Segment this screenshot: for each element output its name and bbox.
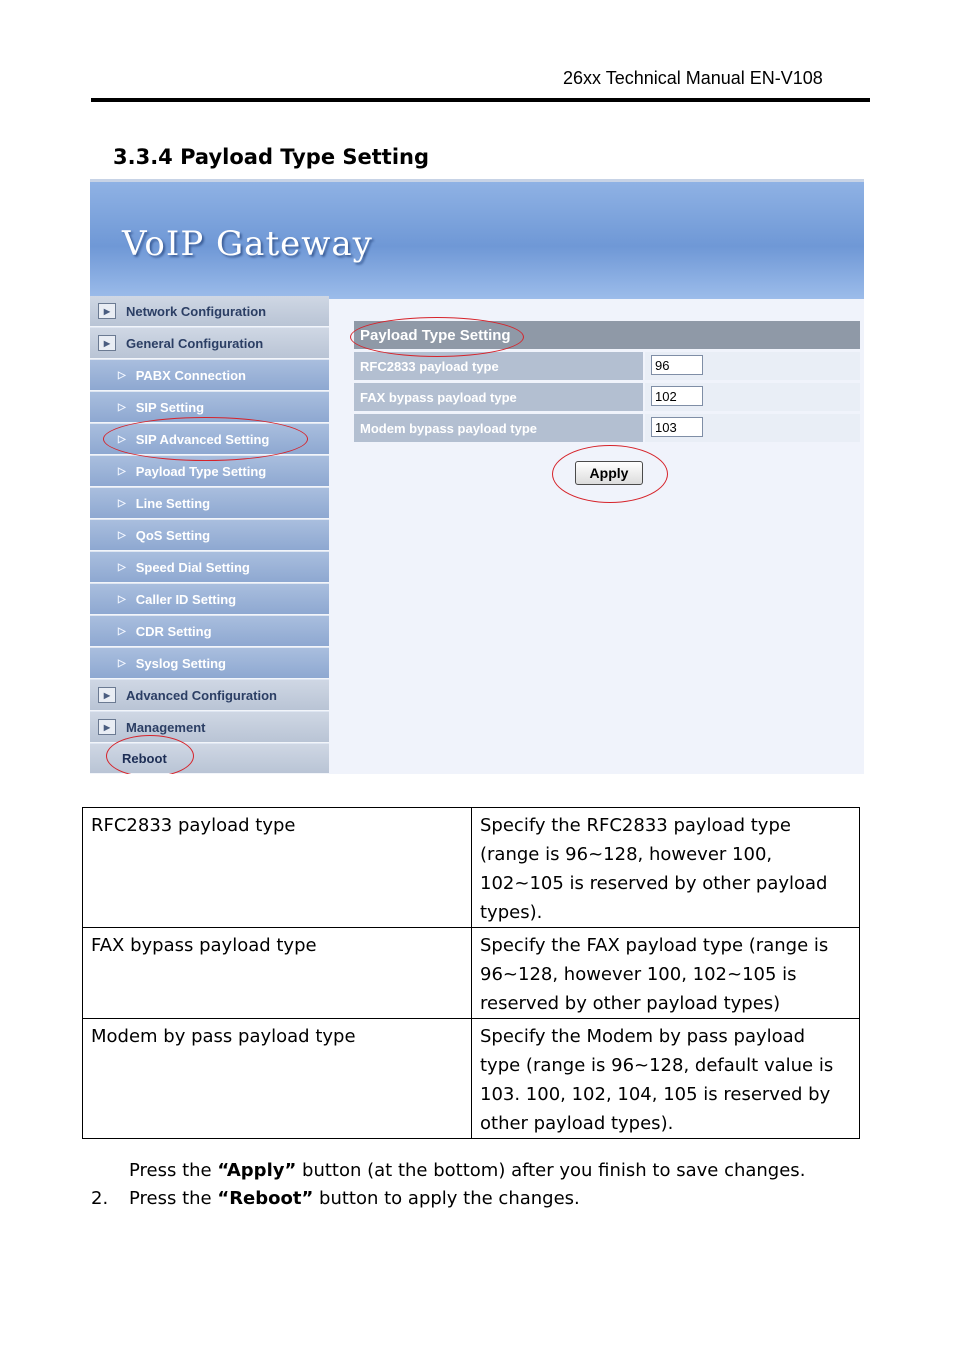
payload-description-table [82, 807, 860, 1139]
description-line: 102~105 is reserved by other payload [480, 873, 828, 894]
gateway-screenshot [90, 179, 864, 774]
sidebar-item-cdr-setting[interactable] [90, 616, 329, 647]
section-title: 3.3.4 Payload Type Setting [113, 145, 430, 169]
gateway-banner [90, 179, 864, 299]
apply-button[interactable]: Apply [575, 461, 643, 485]
table-description [472, 1019, 860, 1139]
table-term: RFC2833 payload type [83, 808, 472, 928]
triangle-right-icon: ▷ [118, 625, 126, 637]
instruction-text: Press the [129, 1188, 218, 1209]
sidebar-item-network-configuration[interactable] [90, 296, 329, 327]
page-header: 26xx Technical Manual EN-V108 [563, 68, 823, 88]
sidebar-item-line-setting[interactable] [90, 488, 329, 519]
table-row [83, 1019, 860, 1139]
description-line: reserved by other payload types) [480, 993, 781, 1014]
sidebar-item-label: Network Configuration [126, 303, 267, 319]
sidebar-item-pabx-connection[interactable] [90, 360, 329, 391]
rfc2833-payload-input[interactable] [651, 355, 703, 375]
sidebar-item-general-configuration[interactable] [90, 328, 329, 359]
table-description [472, 928, 860, 1019]
description-line: Specify the Modem by pass payload [480, 1026, 806, 1047]
triangle-right-icon: ▷ [118, 369, 126, 381]
sidebar-item-label: Line Setting [135, 495, 211, 511]
triangle-right-icon: ▷ [118, 401, 126, 413]
table-term: Modem by pass payload type [83, 1019, 472, 1139]
instruction-text: Press the [129, 1160, 218, 1181]
expand-box-icon: ▶ [98, 335, 116, 351]
expand-box-icon: ▶ [98, 719, 116, 735]
header-rule [91, 98, 870, 102]
expand-box-icon: ▶ [98, 303, 116, 319]
triangle-right-icon: ▷ [118, 433, 126, 445]
sidebar-item-label: General Configuration [126, 335, 264, 351]
instruction-emphasis: “Reboot” [217, 1188, 314, 1209]
instruction-text: button (at the bottom) after you finish to save changes. [296, 1160, 806, 1181]
triangle-right-icon: ▷ [118, 497, 126, 509]
sidebar-item-label: Advanced Configuration [126, 687, 277, 703]
rfc2833-label: RFC2833 payload type [354, 352, 643, 380]
table-description [472, 808, 860, 928]
sidebar-item-label: SIP Advanced Setting [135, 431, 270, 447]
sidebar-item-syslog-setting[interactable] [90, 648, 329, 679]
sidebar-item-qos-setting[interactable] [90, 520, 329, 551]
annotation-circle-sip-advanced [103, 417, 308, 461]
sidebar-item-label: Caller ID Setting [135, 591, 237, 607]
sidebar-nav [90, 296, 329, 774]
fax-bypass-payload-input[interactable] [651, 386, 703, 406]
triangle-right-icon: ▷ [118, 657, 126, 669]
fax-bypass-label: FAX bypass payload type [354, 383, 643, 411]
sidebar-item-label: Speed Dial Setting [135, 559, 250, 575]
annotation-circle-apply [552, 445, 668, 503]
table-term: FAX bypass payload type [83, 928, 472, 1019]
sidebar-item-caller-id-setting[interactable] [90, 584, 329, 615]
fax-bypass-cell [645, 383, 860, 411]
triangle-right-icon: ▷ [118, 561, 126, 573]
description-line: types). [480, 902, 543, 923]
modem-bypass-payload-input[interactable] [651, 417, 703, 437]
triangle-right-icon: ▷ [118, 529, 126, 541]
sidebar-item-label: Payload Type Setting [135, 463, 267, 479]
description-line: Specify the FAX payload type (range is [480, 935, 829, 956]
description-line: 96~128, however 100, 102~105 is [480, 964, 797, 985]
banner-title: VoIP Gateway [122, 224, 373, 264]
table-row [83, 808, 860, 928]
instruction-emphasis: “Apply” [217, 1160, 297, 1181]
rfc2833-cell [645, 352, 860, 380]
triangle-right-icon: ▷ [118, 465, 126, 477]
sidebar-item-label: SIP Setting [135, 399, 205, 415]
description-line: Specify the RFC2833 payload type [480, 815, 791, 836]
table-row [83, 928, 860, 1019]
sidebar-item-speed-dial-setting[interactable] [90, 552, 329, 583]
triangle-right-icon: ▷ [118, 593, 126, 605]
form-title: Payload Type Setting [354, 321, 860, 349]
sidebar-item-label: Management [126, 719, 206, 735]
description-line: (range is 96~128, however 100, [480, 844, 773, 865]
sidebar-item-label: Syslog Setting [135, 655, 226, 671]
annotation-circle-reboot [106, 735, 194, 774]
instruction-step-number: 2. [91, 1188, 109, 1209]
sidebar-item-label: CDR Setting [135, 623, 212, 639]
modem-bypass-label: Modem bypass payload type [354, 414, 643, 442]
instruction-text: button to apply the changes. [313, 1188, 580, 1209]
modem-bypass-cell [645, 414, 860, 442]
expand-box-icon: ▶ [98, 687, 116, 703]
sidebar-item-label: PABX Connection [135, 367, 246, 383]
description-line: type (range is 96~128, default value is [480, 1055, 834, 1076]
description-line: 103. 100, 102, 104, 105 is reserved by [480, 1084, 831, 1105]
sidebar-item-label: Reboot [122, 751, 167, 766]
sidebar-item-advanced-configuration[interactable] [90, 680, 329, 711]
instruction-apply [129, 1160, 805, 1181]
annotation-circle-title [350, 317, 524, 357]
sidebar-item-label: QoS Setting [135, 527, 211, 543]
instruction-reboot [129, 1188, 580, 1209]
description-line: other payload types). [480, 1113, 674, 1134]
